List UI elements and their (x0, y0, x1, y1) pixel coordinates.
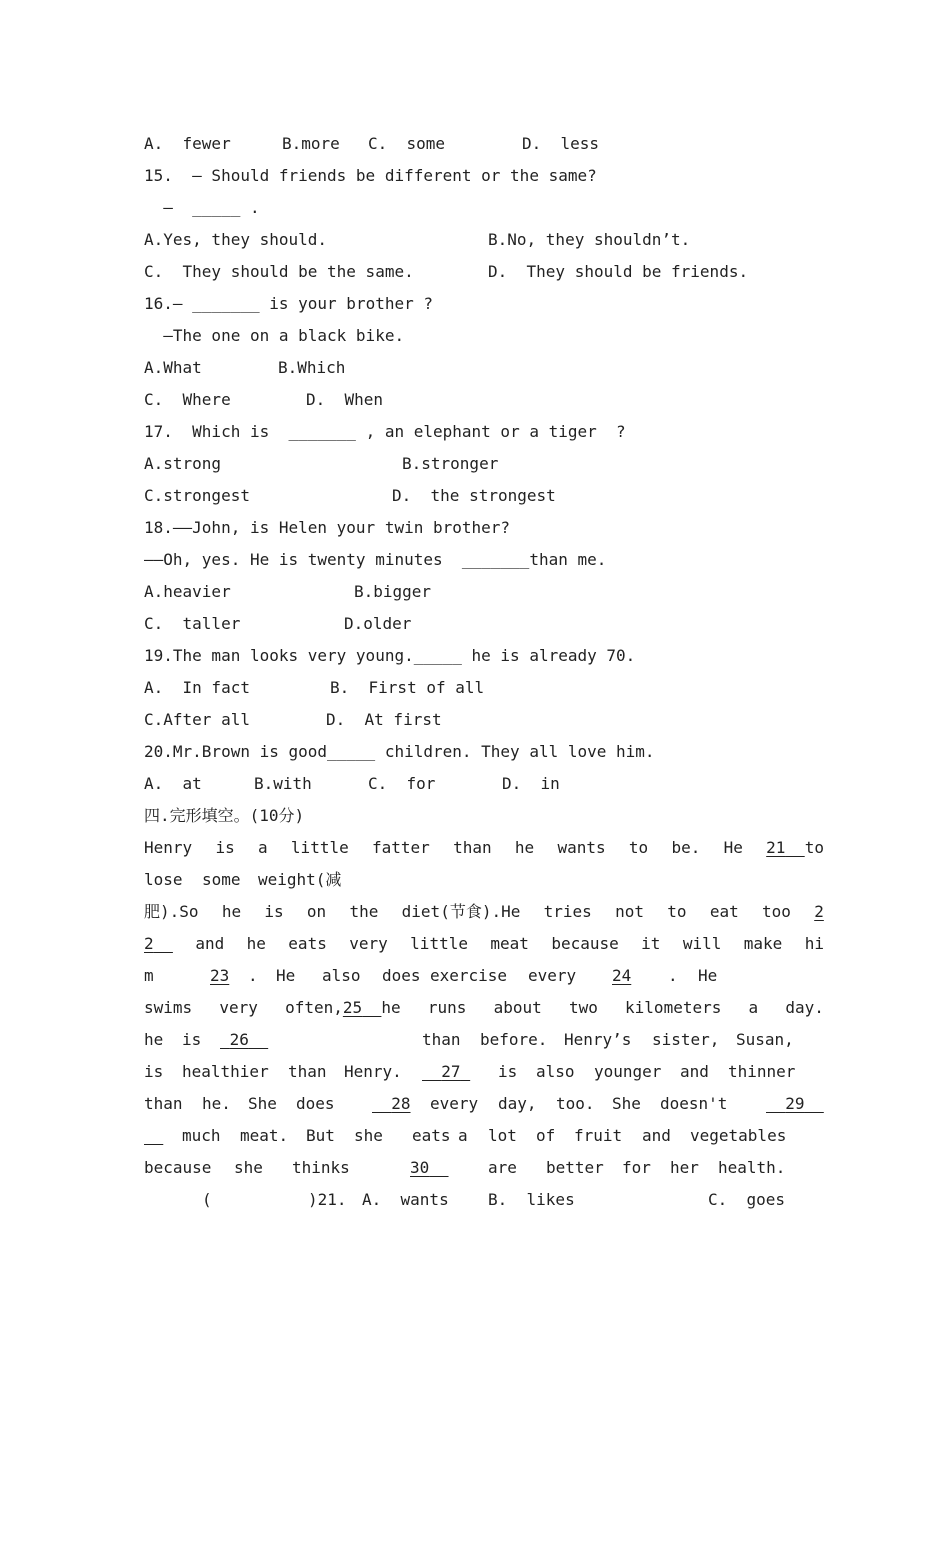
option-d: D. They should be friends. (488, 262, 749, 281)
option-c: C. They should be the same. (144, 262, 414, 281)
q16-answer: —The one on a black bike. (144, 326, 405, 345)
blank-26: 26 (229, 1030, 249, 1049)
word: is (498, 1062, 518, 1081)
option-a: A. at (144, 774, 202, 793)
passage-line (144, 896, 824, 928)
q21-options (144, 1184, 844, 1216)
q21-bracket: ( )21. (202, 1190, 347, 1209)
blank-22-part1: 2 (814, 902, 824, 921)
option-b: B.with (254, 774, 312, 793)
passage-line (144, 832, 824, 864)
word: she (354, 1126, 383, 1145)
word: than (144, 1094, 183, 1113)
option-a: A.heavier (144, 582, 231, 601)
option-c: C. Where (144, 390, 231, 409)
blank-29-part2 (144, 1120, 163, 1152)
word: better (546, 1158, 604, 1177)
q18-options-cd (144, 608, 844, 640)
q19-question: 19.The man looks very young._____ he is already 70. (144, 646, 636, 665)
option-c: C. goes (708, 1190, 786, 1209)
word: lose (144, 870, 183, 889)
word: thinner (728, 1062, 796, 1081)
option-a: A. fewer (144, 134, 231, 153)
passage-line (144, 864, 844, 896)
word: two (568, 998, 598, 1017)
blank-23: 23 (210, 966, 230, 985)
word: about (493, 998, 542, 1017)
q16-question (144, 288, 844, 320)
option-b: B.bigger (354, 582, 432, 601)
word: also (536, 1062, 575, 1081)
blank-22-part2: 2 (144, 934, 154, 953)
word: he (246, 934, 266, 953)
blank-27: 27 (441, 1062, 461, 1081)
word: healthier (182, 1062, 269, 1081)
word: a (258, 838, 268, 857)
word: m (144, 966, 154, 985)
word: before. (480, 1030, 548, 1049)
word: a (458, 1126, 468, 1145)
word: make (743, 934, 783, 953)
passage-line (144, 928, 824, 960)
word: She (248, 1094, 277, 1113)
option-a: A.strong (144, 454, 222, 473)
q19-options-cd (144, 704, 844, 736)
word: health. (718, 1158, 786, 1177)
word: fruit (574, 1126, 623, 1145)
word: every (430, 1094, 479, 1113)
blank-28: 28 (391, 1094, 411, 1113)
word: kilometers (625, 998, 722, 1017)
word: little (410, 934, 468, 953)
q17-blank: _______ (288, 422, 356, 441)
word: is (264, 902, 284, 921)
q15-question: 15. — Should friends be different or the same? (144, 166, 597, 185)
word: the (349, 902, 379, 921)
word: runs (427, 998, 467, 1017)
q16-suffix: is your brother ? (259, 294, 433, 313)
word: Susan, (736, 1030, 794, 1049)
word: He (276, 966, 296, 985)
q20-options (144, 768, 844, 800)
passage-line (144, 1056, 844, 1088)
option-a: A.Yes, they should. (144, 230, 328, 249)
word: very (349, 934, 388, 953)
document-page (144, 128, 844, 1216)
word: is (215, 838, 235, 857)
word: thinks (292, 1158, 350, 1177)
q15-answer-line: — _____ . (144, 198, 260, 217)
blank-30: 30 (410, 1158, 430, 1177)
word: does (296, 1094, 335, 1113)
option-c: C. some (368, 134, 446, 153)
option-a: A. wants (362, 1190, 449, 1209)
passage-line (144, 1088, 844, 1120)
word: hi (804, 934, 824, 953)
word: it (641, 934, 661, 953)
blank-21: 21 to (766, 838, 824, 857)
word: He (723, 838, 743, 857)
word: and (195, 934, 225, 953)
word: He (698, 966, 718, 985)
word: tries (543, 902, 592, 921)
option-b: B.stronger (402, 454, 499, 473)
q16-options-ab (144, 352, 844, 384)
option-c: C.After all (144, 710, 250, 729)
option-d: D. At first (326, 710, 442, 729)
word: to (667, 902, 687, 921)
blank-24: 24 (612, 966, 632, 985)
passage-line (144, 1120, 844, 1152)
option-d: D. When (306, 390, 384, 409)
word: he (514, 838, 535, 857)
option-a: A.What (144, 358, 202, 377)
q16-prefix: 16.— (144, 294, 193, 313)
word: is (182, 1030, 202, 1049)
q18-question: 18.——John, is Helen your twin brother? (144, 518, 511, 537)
word: of (536, 1126, 556, 1145)
word: meat (490, 934, 529, 953)
word: younger (594, 1062, 662, 1081)
word: he. (202, 1094, 231, 1113)
word: too (762, 902, 791, 921)
q14-options (144, 128, 844, 160)
word: be. (671, 838, 701, 857)
word: very (219, 998, 258, 1017)
word: is (144, 1062, 164, 1081)
word: meat. (240, 1126, 289, 1145)
word: lot (488, 1126, 517, 1145)
word: also (322, 966, 361, 985)
word: he (144, 1030, 164, 1049)
q18-options-ab (144, 576, 844, 608)
option-c: C.strongest (144, 486, 250, 505)
q17-options-cd (144, 480, 844, 512)
option-c: C. taller (144, 614, 241, 633)
word: her (670, 1158, 699, 1177)
word: weight(减 (258, 870, 342, 889)
option-a: A. In fact (144, 678, 250, 697)
word: are (488, 1158, 517, 1177)
word: But (306, 1126, 335, 1145)
word: day, (498, 1094, 537, 1113)
word: She (612, 1094, 641, 1113)
word: 肥).So (144, 902, 199, 921)
word: vegetables (690, 1126, 787, 1145)
word: does (382, 966, 421, 985)
word: than (422, 1030, 461, 1049)
word: little (290, 838, 349, 857)
section-heading: 四.完形填空。(10分) (144, 806, 305, 825)
word: wants (557, 838, 606, 857)
q15-options-ab (144, 224, 844, 256)
q17-options-ab (144, 448, 844, 480)
q18-answer: ——Oh, yes. He is twenty minutes _______than me. (144, 550, 607, 569)
word: every (528, 966, 577, 985)
q15-options-cd (144, 256, 844, 288)
option-d: D. less (522, 134, 600, 153)
option-c: C. for (368, 774, 436, 793)
word: and (642, 1126, 671, 1145)
q16-blank: _______ (192, 294, 260, 313)
word: will (682, 934, 722, 953)
word: Henry (144, 838, 193, 857)
option-d: D. the strongest (392, 486, 556, 505)
q17-question (144, 416, 844, 448)
word: much (182, 1126, 221, 1145)
option-b: B. First of all (330, 678, 485, 697)
word: doesn't (660, 1094, 728, 1113)
word: on (306, 902, 327, 921)
word: than (453, 838, 492, 857)
word: for (622, 1158, 651, 1177)
option-b: B.more (282, 134, 340, 153)
word: she (234, 1158, 263, 1177)
option-b: B.No, they shouldn’t. (488, 230, 691, 249)
word: day. (785, 998, 824, 1017)
word: to (628, 838, 649, 857)
word: eats (288, 934, 327, 953)
word: because (144, 1158, 212, 1177)
word: . (668, 966, 678, 985)
word: than (288, 1062, 327, 1081)
word: . (248, 966, 258, 985)
word: Henry. (344, 1062, 402, 1081)
passage-line (144, 960, 844, 992)
blank-29-part1: 29 (785, 1094, 805, 1113)
word: not (615, 902, 644, 921)
word: Henry’s (564, 1030, 632, 1049)
q17-suffix: , an elephant or a tiger ? (355, 422, 626, 441)
word: diet(节食).He (401, 902, 521, 921)
q19-options-ab (144, 672, 844, 704)
word: he (221, 902, 242, 921)
word: a (748, 998, 759, 1017)
word: eat (709, 902, 739, 921)
word: some (202, 870, 241, 889)
word: fatter (372, 838, 430, 857)
word: and (680, 1062, 709, 1081)
passage-line (144, 1024, 844, 1056)
option-d: D. in (502, 774, 560, 793)
word: sister, (652, 1030, 720, 1049)
word: exercise (430, 966, 508, 985)
often-with-blank-25: often,25 he (285, 998, 401, 1017)
word: eats (412, 1126, 451, 1145)
option-b: B.Which (278, 358, 346, 377)
passage-line (144, 1152, 844, 1184)
word: too. (556, 1094, 595, 1113)
option-b: B. likes (488, 1190, 575, 1209)
passage-line (144, 992, 824, 1024)
q16-options-cd (144, 384, 844, 416)
q20-question: 20.Mr.Brown is good_____ children. They all love him. (144, 742, 655, 761)
option-d: D.older (344, 614, 412, 633)
word: because (551, 934, 619, 953)
q17-prefix: 17. Which is (144, 422, 289, 441)
word: swims (144, 998, 193, 1017)
